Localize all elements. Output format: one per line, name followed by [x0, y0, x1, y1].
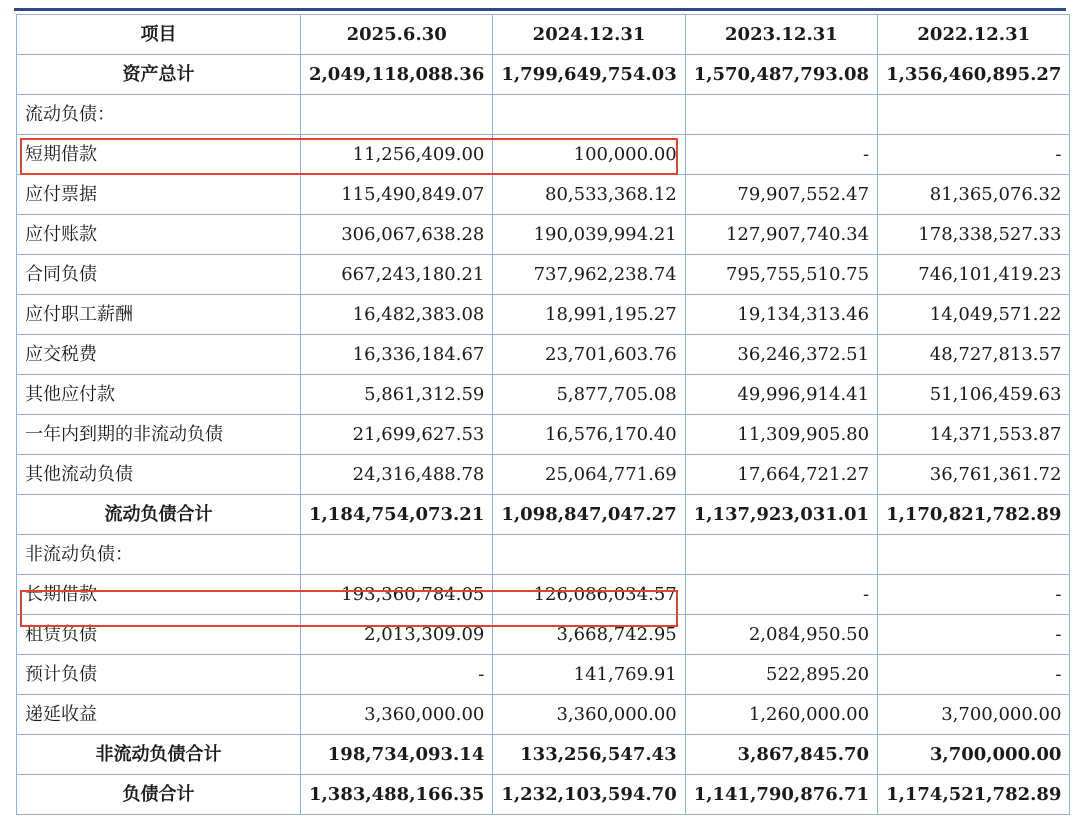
row-value: 3,700,000.00: [878, 735, 1070, 775]
row-value: 21,699,627.53: [301, 415, 493, 455]
row-label: 非流动负债：: [17, 535, 301, 575]
table-row: [17, 695, 1070, 735]
row-value: 36,246,372.51: [685, 335, 877, 375]
liabilities-table: [16, 14, 1070, 815]
row-value: 19,134,313.46: [685, 295, 877, 335]
header-date-2025-6-30: 2025.6.30: [301, 15, 493, 55]
table-row: [17, 175, 1070, 215]
row-value: 23,701,603.76: [493, 335, 685, 375]
row-value: 17,664,721.27: [685, 455, 877, 495]
row-value: [878, 95, 1070, 135]
row-value: [493, 95, 685, 135]
row-value: [493, 535, 685, 575]
table-row: [17, 535, 1070, 575]
table-row: [17, 295, 1070, 335]
table-row: [17, 495, 1070, 535]
row-value: 2,049,118,088.36: [301, 55, 493, 95]
header-date-2023-12-31: 2023.12.31: [685, 15, 877, 55]
row-value: 49,996,914.41: [685, 375, 877, 415]
row-value: 24,316,488.78: [301, 455, 493, 495]
top-rule: [14, 8, 1066, 11]
row-value: 193,360,784.05: [301, 575, 493, 615]
header-date-2024-12-31: 2024.12.31: [493, 15, 685, 55]
row-value: 1,184,754,073.21: [301, 495, 493, 535]
row-value: -: [878, 135, 1070, 175]
row-value: 14,371,553.87: [878, 415, 1070, 455]
row-value: 141,769.91: [493, 655, 685, 695]
row-label: 其他流动负债: [17, 455, 301, 495]
row-label: 长期借款: [17, 575, 301, 615]
row-label: 应付职工薪酬: [17, 295, 301, 335]
row-value: 3,700,000.00: [878, 695, 1070, 735]
row-value: -: [878, 575, 1070, 615]
table-row: [17, 135, 1070, 175]
row-label: 其他应付款: [17, 375, 301, 415]
row-value: 115,490,849.07: [301, 175, 493, 215]
row-value: 1,570,487,793.08: [685, 55, 877, 95]
row-value: [685, 535, 877, 575]
row-label: 应付账款: [17, 215, 301, 255]
row-value: 36,761,361.72: [878, 455, 1070, 495]
row-value: 3,867,845.70: [685, 735, 877, 775]
row-value: -: [685, 575, 877, 615]
header-date-2022-12-31: 2022.12.31: [878, 15, 1070, 55]
table-row: [17, 735, 1070, 775]
table-body: [17, 55, 1070, 815]
row-value: [878, 535, 1070, 575]
row-value: 1,383,488,166.35: [301, 775, 493, 815]
row-value: 190,039,994.21: [493, 215, 685, 255]
row-label: 预计负债: [17, 655, 301, 695]
row-value: 5,861,312.59: [301, 375, 493, 415]
row-value: [301, 535, 493, 575]
row-label: 租赁负债: [17, 615, 301, 655]
row-value: 667,243,180.21: [301, 255, 493, 295]
row-value: 737,962,238.74: [493, 255, 685, 295]
table-row: [17, 575, 1070, 615]
row-label: 流动负债：: [17, 95, 301, 135]
table-row: [17, 455, 1070, 495]
row-value: 1,098,847,047.27: [493, 495, 685, 535]
row-value: 306,067,638.28: [301, 215, 493, 255]
row-value: 1,260,000.00: [685, 695, 877, 735]
row-value: 795,755,510.75: [685, 255, 877, 295]
table-row: [17, 655, 1070, 695]
table-row: [17, 215, 1070, 255]
row-value: 1,174,521,782.89: [878, 775, 1070, 815]
row-value: 522,895.20: [685, 655, 877, 695]
row-value: 25,064,771.69: [493, 455, 685, 495]
row-value: 133,256,547.43: [493, 735, 685, 775]
row-label: 非流动负债合计: [17, 735, 301, 775]
row-value: -: [878, 615, 1070, 655]
row-label: 应交税费: [17, 335, 301, 375]
row-value: 1,170,821,782.89: [878, 495, 1070, 535]
row-value: 11,256,409.00: [301, 135, 493, 175]
row-value: 2,084,950.50: [685, 615, 877, 655]
row-label: 资产总计: [17, 55, 301, 95]
table-row: [17, 775, 1070, 815]
table-row: [17, 415, 1070, 455]
row-value: 79,907,552.47: [685, 175, 877, 215]
row-value: -: [301, 655, 493, 695]
row-value: 16,576,170.40: [493, 415, 685, 455]
row-value: 3,668,742.95: [493, 615, 685, 655]
row-value: 100,000.00: [493, 135, 685, 175]
row-value: 126,086,034.57: [493, 575, 685, 615]
row-value: 178,338,527.33: [878, 215, 1070, 255]
row-value: 1,232,103,594.70: [493, 775, 685, 815]
table-row: [17, 335, 1070, 375]
row-value: 1,799,649,754.03: [493, 55, 685, 95]
row-value: 18,991,195.27: [493, 295, 685, 335]
row-value: 14,049,571.22: [878, 295, 1070, 335]
row-value: 16,336,184.67: [301, 335, 493, 375]
row-value: [685, 95, 877, 135]
row-value: 16,482,383.08: [301, 295, 493, 335]
row-label: 应付票据: [17, 175, 301, 215]
row-label: 一年内到期的非流动负债: [17, 415, 301, 455]
row-value: 81,365,076.32: [878, 175, 1070, 215]
row-value: -: [685, 135, 877, 175]
row-value: 48,727,813.57: [878, 335, 1070, 375]
row-value: 1,141,790,876.71: [685, 775, 877, 815]
row-label: 负债合计: [17, 775, 301, 815]
row-value: 746,101,419.23: [878, 255, 1070, 295]
row-value: 11,309,905.80: [685, 415, 877, 455]
row-value: 3,360,000.00: [301, 695, 493, 735]
row-value: 3,360,000.00: [493, 695, 685, 735]
row-value: 127,907,740.34: [685, 215, 877, 255]
row-value: 5,877,705.08: [493, 375, 685, 415]
row-value: 80,533,368.12: [493, 175, 685, 215]
row-value: 51,106,459.63: [878, 375, 1070, 415]
row-value: 2,013,309.09: [301, 615, 493, 655]
row-value: 1,137,923,031.01: [685, 495, 877, 535]
row-label: 递延收益: [17, 695, 301, 735]
row-label: 合同负债: [17, 255, 301, 295]
header-row: [17, 15, 1070, 55]
row-value: 198,734,093.14: [301, 735, 493, 775]
table-row: [17, 375, 1070, 415]
row-label: 流动负债合计: [17, 495, 301, 535]
header-item: 项目: [17, 15, 301, 55]
row-value: 1,356,460,895.27: [878, 55, 1070, 95]
table-row: [17, 95, 1070, 135]
table-row: [17, 255, 1070, 295]
row-value: [301, 95, 493, 135]
table-row: [17, 55, 1070, 95]
row-label: 短期借款: [17, 135, 301, 175]
row-value: -: [878, 655, 1070, 695]
table-row: [17, 615, 1070, 655]
